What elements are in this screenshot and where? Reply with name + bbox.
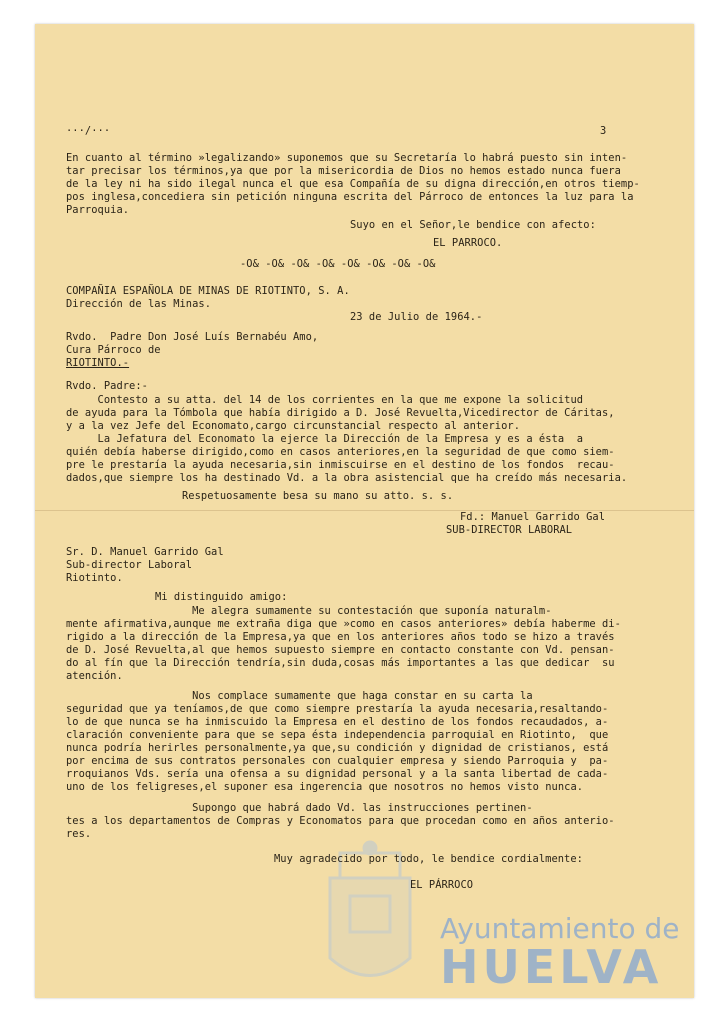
signer-name: Fd.: Manuel Garrido Gal: [460, 511, 606, 523]
recipient-line: Rvdo. Padre Don José Luís Bernabéu Amo,: [66, 331, 319, 343]
letter1-closing: Suyo en el Señor,le bendice con afecto:: [350, 219, 596, 231]
letter2-closing: Respetuosamente besa su mano su atto. s. s.: [182, 490, 454, 502]
letter3-closing: Muy agradecido por todo, le bendice cordialmente:: [274, 853, 583, 865]
letter3-signature: EL PÁRROCO: [410, 879, 474, 891]
recipient-place: RIOTINTO.-: [66, 357, 130, 369]
letter3-line: Supongo que habrá dado Vd. las instrucciones pertinen-: [66, 802, 533, 814]
letter2-line: y a la vez Jefe del Economato,cargo circunstancial respecto al anterior.: [66, 420, 521, 432]
letter3-line: claración conveniente para que se sepa ésta independencia parroquial en Riotinto, que: [66, 729, 609, 741]
letter3-line: seguridad que ya teníamos,de que como siempre prestaría la ayuda necesaria,resaltando-: [66, 703, 609, 715]
letter2-line: La Jefatura del Economato la ejerce la Dirección de la Empresa y es a ésta a: [66, 433, 584, 445]
letter-date: 23 de Julio de 1964.-: [350, 311, 483, 323]
sender-company: COMPAÑIA ESPAÑOLA DE MINAS DE RIOTINTO, S. A.: [66, 285, 350, 297]
letter2-line: quién debía haberse dirigido,como en casos anteriores,en la seguridad de que como siem-: [66, 446, 615, 458]
continuation-mark: ···/···: [66, 125, 111, 137]
recipient-line: Riotinto.: [66, 572, 123, 584]
letter3-line: de D. José Revuelta,al que hemos supuesto siempre en contacto constante con Vd. pensan-: [66, 644, 615, 656]
letter1-line: pos inglesa,concediera sin petición ninguna escrita del Párroco de entonces la luz para la: [66, 191, 634, 203]
letter3-line: nunca podría herirles personalmente,ya que,su condición y dignidad de cristianos, está: [66, 742, 609, 754]
sender-dept: Dirección de las Minas.: [66, 298, 212, 310]
letter3-line: do al fín que la Dirección tendría,sin duda,cosas más importantes a las que dedicar su: [66, 657, 615, 669]
letter3-line: uno de los feligreses,el suponer esa ingerencia que nosotros no hemos visto nunca.: [66, 781, 584, 793]
letter2-line: de ayuda para la Tómbola que había dirigido a D. José Revuelta,Vicedirector de Cáritas,: [66, 407, 615, 419]
letter3-line: lo de que nunca se ha inmiscuido la Empresa en el destino de los fondos recaudados, a-: [66, 716, 609, 728]
salutation: Mi distinguido amigo:: [155, 591, 288, 603]
letter3-line: mente afirmativa,aunque me extraña diga que »como en casos anteriores» debía haberme di-: [66, 618, 621, 630]
letter1-line: tar precisar los términos,ya que por la misericordia de Dios no hemos estado nunca fuera: [66, 165, 621, 177]
letter3-line: tes a los departamentos de Compras y Economatos para que procedan como en años anterio-: [66, 815, 615, 827]
recipient-line: Cura Párroco de: [66, 344, 161, 356]
recipient-line: Sr. D. Manuel Garrido Gal: [66, 546, 224, 558]
letter2-line: dados,que siempre los ha destinado Vd. a la obra asistencial que ha creído más necesaria.: [66, 472, 628, 484]
page-number: 3: [600, 125, 607, 137]
separator: -O& -O& -O& -O& -O& -O& -O& -O&: [240, 258, 436, 270]
letter3-line: por encima de sus contratos personales con cualquier empresa y siendo Parroquia y pa-: [66, 755, 609, 767]
letter3-line: rroquianos Vds. sería una ofensa a su dignidad personal y a la santa libertad de cada-: [66, 768, 609, 780]
letter1-line: En cuanto al término »legalizando» suponemos que su Secretaría lo habrá puesto sin inten-: [66, 152, 628, 164]
letter3-line: Me alegra sumamente su contestación que suponía naturalm-: [66, 605, 552, 617]
salutation: Rvdo. Padre:-: [66, 380, 148, 392]
letter3-line: res.: [66, 828, 92, 840]
letter3-line: Nos complace sumamente que haga constar en su carta la: [66, 690, 533, 702]
letter2-line: pre le prestaría la ayuda necesaria,sin inmiscuirse en el destino de los fondos recau-: [66, 459, 615, 471]
signer-title: SUB-DIRECTOR LABORAL: [446, 524, 573, 536]
watermark-line2: HUELVA: [440, 940, 663, 994]
letter1-line: de la ley ni ha sido ilegal nunca el que esa Compañía de su digna dirección,en otros tiemp-: [66, 178, 640, 190]
letter2-line: Contesto a su atta. del 14 de los corrientes en la que me expone la solicitud: [66, 394, 584, 406]
letter3-line: rigido a la dirección de la Empresa,ya que en los anteriores años todo se hizo a través: [66, 631, 615, 643]
letter1-signature: EL PARROCO.: [433, 237, 503, 249]
recipient-line: Sub-director Laboral: [66, 559, 193, 571]
watermark-line1: Ayuntamiento de: [440, 912, 680, 945]
letter3-line: atención.: [66, 670, 123, 682]
letter1-line: Parroquia.: [66, 204, 130, 216]
